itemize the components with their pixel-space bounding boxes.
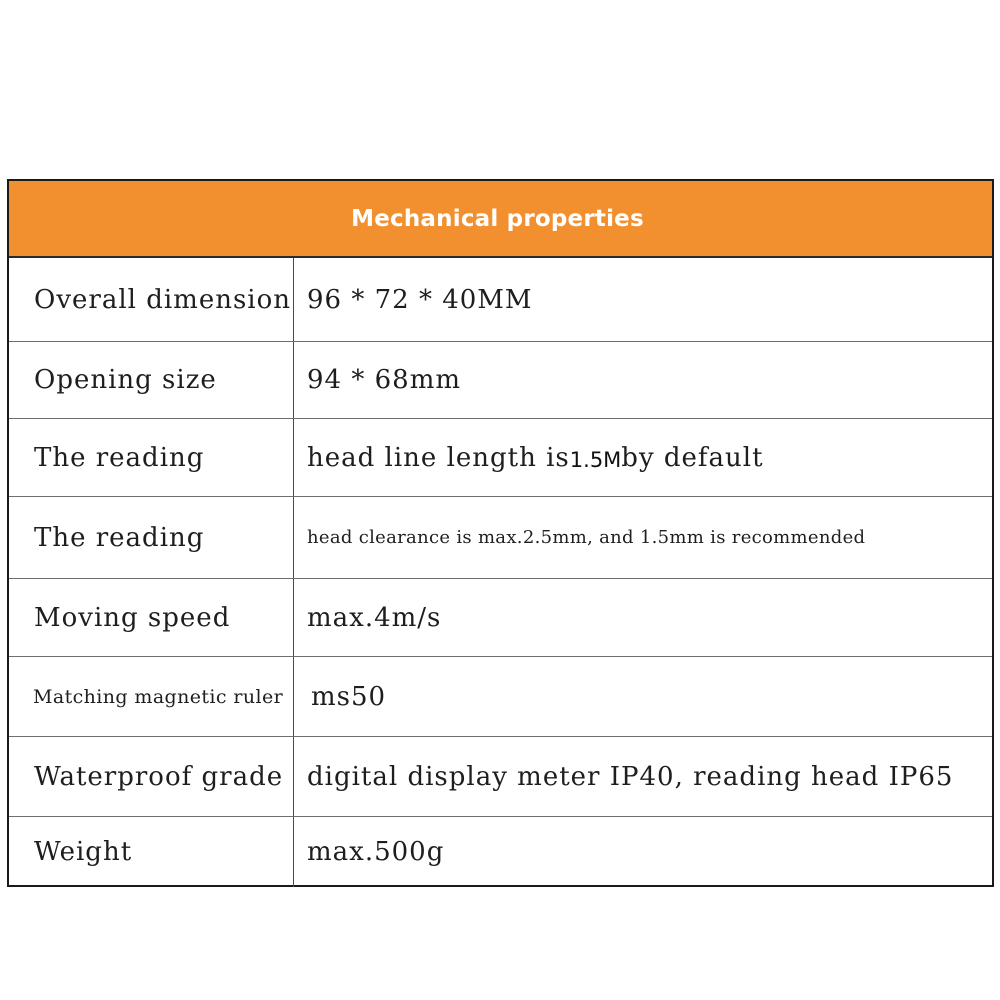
value-highlight: 1.5M (569, 447, 622, 472)
row-value: 94 * 68mm (307, 365, 462, 395)
row-value: head clearance is max.2.5mm, and 1.5mm is recommended (307, 527, 866, 548)
table-row-reading-line-length (9, 419, 992, 497)
row-label: Overall dimension (9, 258, 294, 341)
table-row-reading-clearance (9, 497, 992, 579)
row-value: ms50 (311, 681, 387, 712)
row-value: max.4m/s (307, 602, 442, 633)
table-row-opening-size (9, 342, 992, 419)
row-label: Waterproof grade (9, 737, 294, 816)
table-header (9, 181, 992, 258)
table-row-waterproof-grade (9, 737, 992, 817)
specification-table (7, 179, 994, 887)
table-row-overall-dimension (9, 258, 992, 342)
table-title: Mechanical properties (351, 205, 644, 232)
row-label: The reading (9, 497, 294, 578)
row-value (294, 419, 992, 496)
row-label: The reading (9, 419, 294, 496)
value-prefix: head line length is (307, 442, 570, 473)
table-row-moving-speed (9, 579, 992, 657)
row-value: digital display meter IP40, reading head IP65 (307, 761, 954, 792)
table-row-magnetic-ruler (9, 657, 992, 737)
value-suffix: by default (621, 442, 764, 473)
row-label: Opening size (9, 342, 294, 418)
table-row-weight (9, 817, 992, 887)
row-value: max.500g (307, 837, 445, 867)
row-label: Weight (9, 817, 294, 887)
row-label: Matching magnetic ruler (9, 657, 294, 736)
row-label: Moving speed (9, 579, 294, 656)
row-value: 96 * 72 * 40MM (307, 284, 533, 315)
